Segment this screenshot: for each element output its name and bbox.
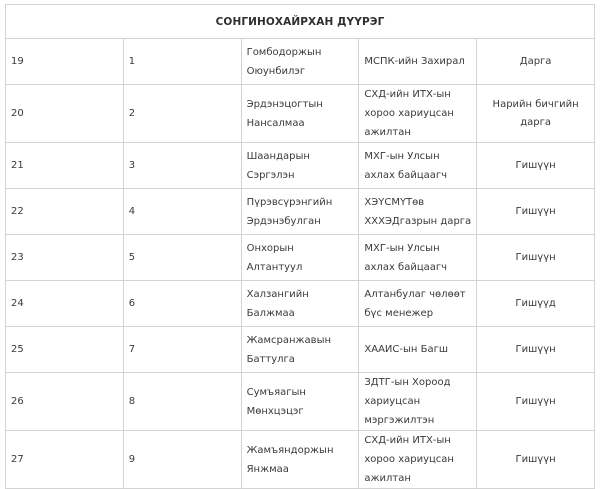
table-title-row (6, 5, 595, 39)
table-row (6, 281, 595, 327)
member-name: Шаандарын Сэргэлэн (241, 143, 359, 189)
table-row (6, 143, 595, 189)
member-role: Гишүүд (477, 281, 595, 327)
member-name: Жамсранжавын Баттулга (241, 327, 359, 373)
member-position: Алтанбулаг чөлөөт бүс менежер (359, 281, 477, 327)
member-role: Нарийн бичгийн дарга (477, 85, 595, 143)
member-name: Пүрэвсүрэнгийн Эрдэнэбулган (241, 189, 359, 235)
member-position: СХД-ийн ИТХ-ын хороо хариуцсан ажилтан (359, 431, 477, 489)
member-position: ХЭҮСМҮТөв ХХХЭДгазрын дарга (359, 189, 477, 235)
member-position: МХГ-ын Улсын ахлах байцаагч (359, 143, 477, 189)
table-row (6, 235, 595, 281)
table-row (6, 327, 595, 373)
table-row (6, 373, 595, 431)
row-number: 27 (6, 431, 124, 489)
row-index: 8 (123, 373, 241, 431)
row-number: 26 (6, 373, 124, 431)
row-index: 7 (123, 327, 241, 373)
member-name: Сумъяагын Мөнхцэцэг (241, 373, 359, 431)
row-number: 25 (6, 327, 124, 373)
table-body (6, 39, 595, 489)
member-position: ЗДТГ-ын Хороод хариуцсан мэргэжилтэн (359, 373, 477, 431)
member-position: СХД-ийн ИТХ-ын хороо хариуцсан ажилтан (359, 85, 477, 143)
table-title: СОНГИНОХАЙРХАН ДҮҮРЭГ (6, 5, 595, 39)
member-position: ХААИС-ын Багш (359, 327, 477, 373)
members-table-container (5, 0, 595, 489)
row-number: 20 (6, 85, 124, 143)
table-row (6, 189, 595, 235)
member-position: МСПК-ийн Захирал (359, 39, 477, 85)
row-index: 2 (123, 85, 241, 143)
table-row (6, 431, 595, 489)
table-row (6, 39, 595, 85)
members-table (5, 4, 595, 489)
member-name: Онхорын Алтантуул (241, 235, 359, 281)
row-index: 9 (123, 431, 241, 489)
member-role: Гишүүн (477, 189, 595, 235)
row-number: 22 (6, 189, 124, 235)
member-role: Гишүүн (477, 431, 595, 489)
row-index: 1 (123, 39, 241, 85)
row-number: 24 (6, 281, 124, 327)
member-role: Гишүүн (477, 373, 595, 431)
member-role: Гишүүн (477, 327, 595, 373)
member-role: Гишүүн (477, 235, 595, 281)
member-name: Жамъяндоржын Янжмаа (241, 431, 359, 489)
row-index: 3 (123, 143, 241, 189)
member-name: Гомбодоржын Оюунбилэг (241, 39, 359, 85)
member-position: МХГ-ын Улсын ахлах байцаагч (359, 235, 477, 281)
row-number: 19 (6, 39, 124, 85)
row-index: 6 (123, 281, 241, 327)
row-number: 23 (6, 235, 124, 281)
member-name: Эрдэнэцогтын Нансалмаа (241, 85, 359, 143)
member-name: Халзангийн Балжмаа (241, 281, 359, 327)
member-role: Гишүүн (477, 143, 595, 189)
row-number: 21 (6, 143, 124, 189)
member-role: Дарга (477, 39, 595, 85)
row-index: 4 (123, 189, 241, 235)
row-index: 5 (123, 235, 241, 281)
table-row (6, 85, 595, 143)
